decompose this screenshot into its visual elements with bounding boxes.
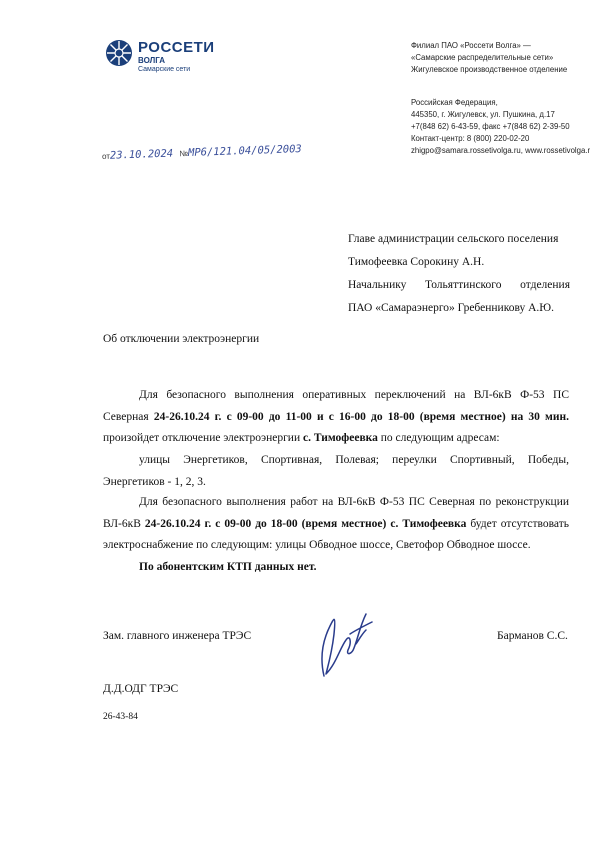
contact-line: +7(848 62) 6-43-59, факс +7(848 62) 2-39-50	[411, 122, 570, 131]
brand-branch: Самарские сети	[138, 66, 191, 73]
body-text: будет отсутствовать	[466, 517, 569, 530]
org-contact-block	[411, 97, 590, 157]
body-paragraph-2	[103, 450, 569, 493]
contact-line: zhigpo@samara.rossetivolga.ru, www.rossetivolga.r	[411, 146, 591, 155]
outage-schedule: 24-26.10.24 г. с 09-00 до 18-00 (время местное) с. Тимофеевка	[144, 517, 467, 530]
executor-department: Д.Д.ОДГ ТРЭС	[103, 683, 179, 695]
body-text: электроснабжение по следующим: улицы Обводное шоссе, Светофор Обводное шоссе.	[103, 539, 531, 551]
addressee-block	[348, 232, 570, 316]
address-list: Энергетиков - 1, 2, 3.	[103, 475, 206, 488]
addressee-line: Тимофеевка Сорокину А.Н.	[348, 256, 485, 268]
body-paragraph-1	[103, 385, 569, 450]
contact-line: 445350, г. Жигулевск, ул. Пушкина, д.17	[411, 110, 555, 119]
settlement-name: с. Тимофеевка	[302, 432, 378, 444]
body-text: по следующим адресам:	[377, 432, 500, 444]
brand-name: РОССЕТИ	[138, 39, 215, 56]
org-line: Филиал ПАО «Россети Волга» —	[411, 41, 531, 50]
letter-subject: Об отключении электроэнергии	[103, 333, 260, 345]
body-text: Для безопасного выполнения работ на ВЛ-6кВ Ф-53 ПС Северная по реконструкции	[139, 496, 569, 508]
body-text: ВЛ-6кВ	[103, 517, 145, 530]
body-paragraph-3	[103, 492, 569, 557]
ktp-note: По абонентским КТП данных нет.	[139, 561, 317, 573]
org-line: «Самарские распределительные сети»	[411, 53, 554, 62]
registration-line	[102, 143, 302, 162]
registration-from-label: от	[101, 151, 111, 161]
body-text: Для безопасного выполнения оперативных переключений на ВЛ-6кВ Ф-53 ПС	[139, 389, 569, 401]
body-text: произойдет отключение электроэнергии	[103, 432, 303, 444]
handwritten-signature	[306, 604, 378, 682]
body-paragraph-4	[103, 557, 569, 579]
contact-line: Контакт-центр: 8 (800) 220-02-20	[411, 134, 530, 143]
addressee-line: ПАО «Самараэнерго» Гребенникову А.Ю.	[348, 302, 554, 314]
outage-schedule: 24-26.10.24 г. с 09-00 до 11-00 и с 16-00 до 18-00 (время местное) на 30 мин.	[153, 410, 569, 423]
registration-number: МР6/121.04/05/2003	[187, 143, 302, 159]
executor-phone: 26-43-84	[103, 712, 138, 722]
registration-number-label: №	[179, 148, 189, 159]
addressee-line: Начальнику Тольяттинского отделения	[348, 279, 570, 291]
brand-sub: ВОЛГА	[138, 56, 166, 65]
org-name-block	[411, 40, 567, 76]
signatory-name: Барманов С.С.	[497, 630, 568, 642]
contact-line: Российская Федерация,	[411, 98, 498, 107]
address-list: улицы Энергетиков, Спортивная, Полевая; переулки Спортивный, Победы,	[139, 454, 569, 466]
signatory-position: Зам. главного инженера ТРЭС	[103, 630, 252, 642]
body-text: Северная	[103, 410, 154, 423]
rosseti-logo-icon	[104, 38, 134, 68]
registration-date: 23.10.2024	[109, 147, 174, 162]
org-line: Жигулевское производственное отделение	[411, 65, 568, 74]
addressee-line: Главе администрации сельского поселения	[348, 233, 559, 245]
